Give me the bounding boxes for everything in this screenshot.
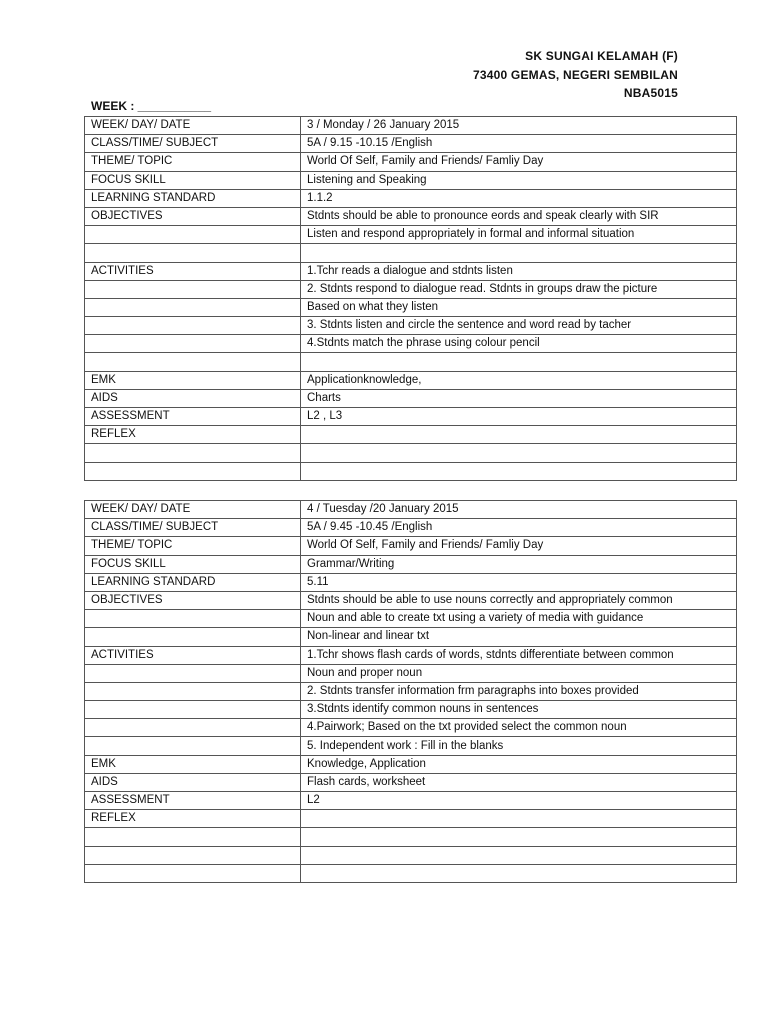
table-row — [85, 462, 737, 480]
row-value: Stdnts should be able to use nouns correctly and appropriately common — [301, 591, 737, 609]
table-row — [85, 846, 737, 864]
table-row — [85, 135, 737, 153]
row-label: FOCUS SKILL — [85, 555, 301, 573]
row-value: 5.11 — [301, 573, 737, 591]
table-row — [85, 371, 737, 389]
row-value — [301, 426, 737, 444]
row-value: Charts — [301, 389, 737, 407]
table-row — [85, 719, 737, 737]
row-value: 1.Tchr shows flash cards of words, stdnts differentiate between common — [301, 646, 737, 664]
row-label — [85, 682, 301, 700]
row-label: REFLEX — [85, 426, 301, 444]
row-label — [85, 846, 301, 864]
row-label — [85, 664, 301, 682]
table-row — [85, 117, 737, 135]
row-label — [85, 444, 301, 462]
row-value: 5. Independent work : Fill in the blanks — [301, 737, 737, 755]
row-label: OBJECTIVES — [85, 591, 301, 609]
lesson-table-2 — [84, 500, 737, 883]
row-value: Listen and respond appropriately in formal and informal situation — [301, 226, 737, 244]
row-label: CLASS/TIME/ SUBJECT — [85, 135, 301, 153]
row-label — [85, 298, 301, 316]
row-value: 2. Stdnts respond to dialogue read. Stdnts in groups draw the picture — [301, 280, 737, 298]
row-label: ASSESSMENT — [85, 408, 301, 426]
table-row — [85, 555, 737, 573]
row-value: 4.Pairwork; Based on the txt provided select the common noun — [301, 719, 737, 737]
table-row — [85, 682, 737, 700]
row-label — [85, 737, 301, 755]
row-label: EMK — [85, 755, 301, 773]
row-value: 5A / 9.15 -10.15 /English — [301, 135, 737, 153]
table-row — [85, 501, 737, 519]
row-value: 3 / Monday / 26 January 2015 — [301, 117, 737, 135]
row-value — [301, 810, 737, 828]
table-row — [85, 298, 737, 316]
row-value — [301, 828, 737, 846]
row-label — [85, 828, 301, 846]
row-value: L2 , L3 — [301, 408, 737, 426]
row-value: 3. Stdnts listen and circle the sentence and word read by tacher — [301, 317, 737, 335]
row-label: THEME/ TOPIC — [85, 153, 301, 171]
table-row — [85, 591, 737, 609]
table-row — [85, 773, 737, 791]
row-label: WEEK/ DAY/ DATE — [85, 501, 301, 519]
table-row — [85, 792, 737, 810]
table-row — [85, 226, 737, 244]
row-value: 3.Stdnts identify common nouns in sentences — [301, 701, 737, 719]
row-label — [85, 701, 301, 719]
row-value: Flash cards, worksheet — [301, 773, 737, 791]
row-label — [85, 353, 301, 371]
row-value: Noun and proper noun — [301, 664, 737, 682]
table-row — [85, 262, 737, 280]
row-label — [85, 628, 301, 646]
table-row — [85, 664, 737, 682]
table-row — [85, 628, 737, 646]
row-value: 1.Tchr reads a dialogue and stdnts listen — [301, 262, 737, 280]
row-value: Grammar/Writing — [301, 555, 737, 573]
row-value: Noun and able to create txt using a variety of media with guidance — [301, 610, 737, 628]
row-label — [85, 864, 301, 882]
table-row — [85, 537, 737, 555]
table-row — [85, 153, 737, 171]
table-row — [85, 610, 737, 628]
row-value: 2. Stdnts transfer information frm paragraphs into boxes provided — [301, 682, 737, 700]
row-value — [301, 846, 737, 864]
row-value: 1.1.2 — [301, 189, 737, 207]
row-label: AIDS — [85, 773, 301, 791]
table-row — [85, 646, 737, 664]
row-label: ASSESSMENT — [85, 792, 301, 810]
row-value: Applicationknowledge, — [301, 371, 737, 389]
table-row — [85, 737, 737, 755]
row-value — [301, 444, 737, 462]
row-value: World Of Self, Family and Friends/ Famliy Day — [301, 537, 737, 555]
row-label — [85, 719, 301, 737]
row-value: World Of Self, Family and Friends/ Famliy Day — [301, 153, 737, 171]
row-label — [85, 462, 301, 480]
row-label: FOCUS SKILL — [85, 171, 301, 189]
table-row — [85, 444, 737, 462]
row-value: L2 — [301, 792, 737, 810]
row-value: Based on what they listen — [301, 298, 737, 316]
row-label: ACTIVITIES — [85, 262, 301, 280]
row-value: 4 / Tuesday /20 January 2015 — [301, 501, 737, 519]
table-row — [85, 864, 737, 882]
row-label — [85, 244, 301, 262]
row-label: REFLEX — [85, 810, 301, 828]
table-row — [85, 573, 737, 591]
row-value: Stdnts should be able to pronounce eords and speak clearly with SIR — [301, 207, 737, 225]
table-row — [85, 189, 737, 207]
row-value — [301, 244, 737, 262]
row-label — [85, 226, 301, 244]
row-label — [85, 335, 301, 353]
table-row — [85, 389, 737, 407]
row-label: OBJECTIVES — [85, 207, 301, 225]
table-row — [85, 701, 737, 719]
row-value — [301, 462, 737, 480]
lesson-table-1 — [84, 116, 737, 481]
table-row — [85, 171, 737, 189]
table-row — [85, 755, 737, 773]
row-label: ACTIVITIES — [85, 646, 301, 664]
row-label — [85, 610, 301, 628]
row-value: 4.Stdnts match the phrase using colour pencil — [301, 335, 737, 353]
row-value: Non-linear and linear txt — [301, 628, 737, 646]
table-row — [85, 207, 737, 225]
row-label: WEEK/ DAY/ DATE — [85, 117, 301, 135]
table-row — [85, 335, 737, 353]
school-header — [473, 47, 678, 103]
table-row — [85, 519, 737, 537]
week-line: WEEK : ___________ — [91, 99, 212, 113]
row-label: AIDS — [85, 389, 301, 407]
row-value: Listening and Speaking — [301, 171, 737, 189]
table-row — [85, 408, 737, 426]
row-label — [85, 280, 301, 298]
table-row — [85, 828, 737, 846]
school-code: NBA5015 — [623, 86, 678, 100]
school-address: 73400 GEMAS, NEGERI SEMBILAN — [473, 67, 678, 82]
row-label: LEARNING STANDARD — [85, 189, 301, 207]
row-value — [301, 353, 737, 371]
table-row — [85, 317, 737, 335]
row-label: THEME/ TOPIC — [85, 537, 301, 555]
row-label: LEARNING STANDARD — [85, 573, 301, 591]
row-label — [85, 317, 301, 335]
table-row — [85, 810, 737, 828]
row-value: 5A / 9.45 -10.45 /English — [301, 519, 737, 537]
row-label: EMK — [85, 371, 301, 389]
school-name: SK SUNGAI KELAMAH (F) — [525, 49, 678, 63]
table-row — [85, 280, 737, 298]
table-row — [85, 426, 737, 444]
row-label: CLASS/TIME/ SUBJECT — [85, 519, 301, 537]
row-value: Knowledge, Application — [301, 755, 737, 773]
row-value — [301, 864, 737, 882]
table-row — [85, 353, 737, 371]
table-row — [85, 244, 737, 262]
